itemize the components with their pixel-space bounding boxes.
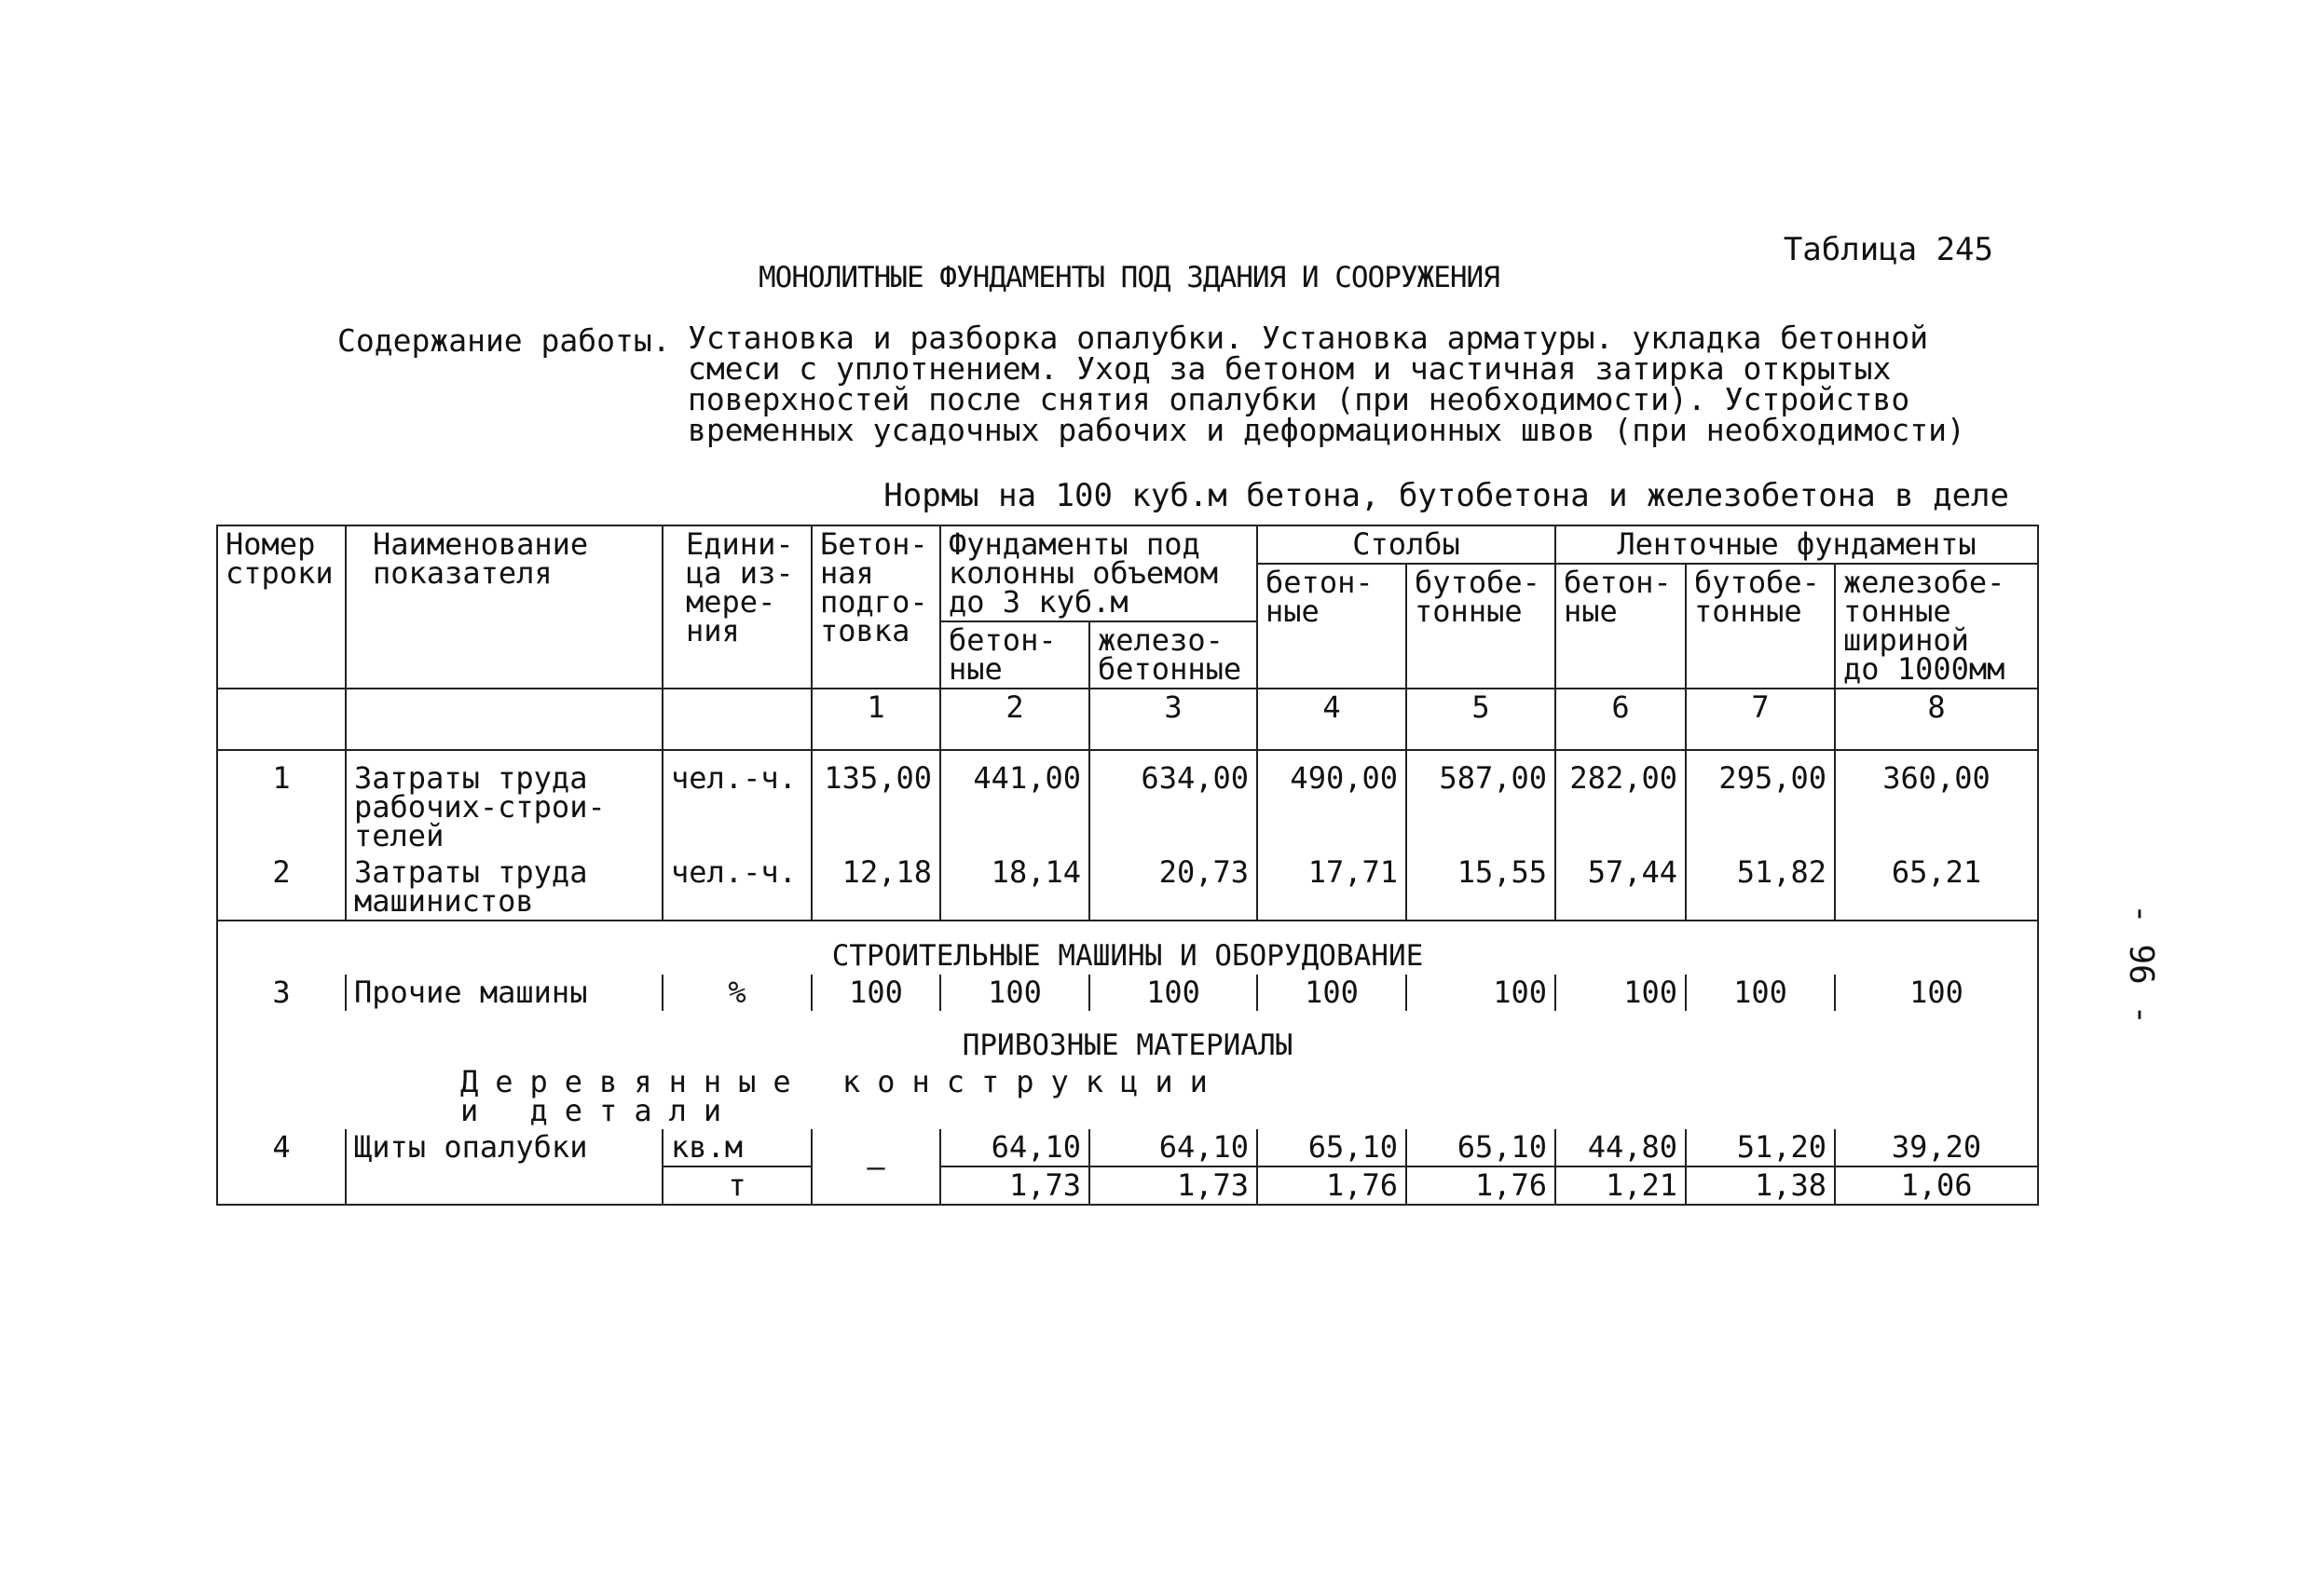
table-row [217,1129,2038,1166]
header-strip-reinforced: железобе- тонные шириной до 1000мм [1835,564,2038,689]
header-unit: Едини- ца из- мере- ния [663,525,812,689]
header-pillars-rubble: бутобе- тонные [1406,564,1555,689]
cell-value: 65,21 [1835,854,2038,921]
colnum: 5 [1406,689,1555,750]
header-foundations-columns: Фундаменты под колонны объемом до 3 куб.м [940,525,1257,621]
cell-value: 282,00 [1555,750,1686,854]
row-unit: чел.-ч. [663,854,812,921]
cell-value: 135,00 [812,750,940,854]
cell-value: 1,76 [1257,1166,1406,1205]
table-row [217,750,2038,854]
cell-value: 100 [940,975,1089,1011]
cell-value: – [812,1129,940,1205]
page-number: - 96 - [2122,904,2160,1026]
row-unit: % [663,975,812,1011]
cell-value: 51,20 [1686,1129,1835,1166]
header-foundations-concrete: бетон- ные [940,621,1089,689]
cell-value: 100 [1555,975,1686,1011]
subsection-wood: Деревянные конструкции и детали [217,1064,2038,1129]
cell-value: 65,10 [1406,1129,1555,1166]
colnum-empty [346,689,663,750]
cell-value: 15,55 [1406,854,1555,921]
table-label: Таблица 245 [1783,231,1993,268]
colnum-empty [217,689,346,750]
cell-value: 44,80 [1555,1129,1686,1166]
cell-value: 100 [1089,975,1257,1011]
row-no: 4 [217,1129,346,1205]
header-strip-rubble: бутобе- тонные [1686,564,1835,689]
row-name: Затраты труда рабочих-строи- телей [346,750,663,854]
norms-table [216,525,2039,1206]
cell-value: 587,00 [1406,750,1555,854]
cell-value: 634,00 [1089,750,1257,854]
cell-value: 18,14 [940,854,1089,921]
row-name: Щиты опалубки [346,1129,663,1205]
work-content-label: Содержание работы. [337,322,671,359]
colnum: 1 [812,689,940,750]
work-content-text: Установка и разборка опалубки. Установка арматуры. укладка бетонной смеси с уплотнением. Уход за бетоном и частичная затирка открытых поверхностей после снятия опалубки (при необходимости). Устройство временных усадочных рабочих и деформационных швов (при необходимости) [688,320,1965,448]
header-name: Наименование показателя [346,525,663,689]
cell-value: 57,44 [1555,854,1686,921]
cell-value: 295,00 [1686,750,1835,854]
cell-value: 12,18 [812,854,940,921]
section-machines: СТРОИТЕЛЬНЫЕ МАШИНЫ И ОБОРУДОВАНИЕ [217,921,2038,975]
row-name: Затраты труда машинистов [346,854,663,921]
colnum: 2 [940,689,1089,750]
cell-value: 1,06 [1835,1166,2038,1205]
table-row [217,975,2038,1011]
cell-value: 1,76 [1406,1166,1555,1205]
cell-value: 1,73 [940,1166,1089,1205]
cell-value: 100 [1835,975,2038,1011]
cell-value: 360,00 [1835,750,2038,854]
cell-value: 64,10 [1089,1129,1257,1166]
cell-value: 39,20 [1835,1129,2038,1166]
row-no: 3 [217,975,346,1011]
cell-value: 51,82 [1686,854,1835,921]
cell-value: 441,00 [940,750,1089,854]
row-unit: чел.-ч. [663,750,812,854]
colnum: 4 [1257,689,1406,750]
cell-value: 100 [1686,975,1835,1011]
row-unit: т [663,1166,812,1205]
header-concrete-prep: Бетон- ная подго- товка [812,525,940,689]
cell-value: 17,71 [1257,854,1406,921]
unit-sqm: кв.м [671,1129,744,1165]
norms-note: Нормы на 100 куб.м бетона, бутобетона и железобетона в деле [883,477,2009,514]
colnum: 6 [1555,689,1686,750]
row-no: 1 [217,750,346,854]
row-unit [663,1129,812,1166]
cell-value: 64,10 [940,1129,1089,1166]
header-strip-concrete: бетон- ные [1555,564,1686,689]
cell-value: 100 [1406,975,1555,1011]
cell-value: 490,00 [1257,750,1406,854]
header-pillars-concrete: бетон- ные [1257,564,1406,689]
cell-value: 1,21 [1555,1166,1686,1205]
colnum-empty [663,689,812,750]
cell-value: 100 [1257,975,1406,1011]
colnum: 7 [1686,689,1835,750]
colnum: 3 [1089,689,1257,750]
cell-value: 65,10 [1257,1129,1406,1166]
document-title: МОНОЛИТНЫЕ ФУНДАМЕНТЫ ПОД ЗДАНИЯ И СООРУЖЕНИЯ [759,261,1499,294]
header-foundations-reinforced: железо- бетонные [1089,621,1257,689]
header-strip: Ленточные фундаменты [1555,525,2038,564]
cell-value: 1,73 [1089,1166,1257,1205]
header-pillars: Столбы [1257,525,1555,564]
header-row-no: Номер строки [217,525,346,689]
cell-value: 1,38 [1686,1166,1835,1205]
row-no: 2 [217,854,346,921]
colnum: 8 [1835,689,2038,750]
section-materials: ПРИВОЗНЫЕ МАТЕРИАЛЫ [217,1011,2038,1064]
cell-value: 100 [812,975,940,1011]
row-name: Прочие машины [346,975,663,1011]
table-row [217,854,2038,921]
cell-value: 20,73 [1089,854,1257,921]
